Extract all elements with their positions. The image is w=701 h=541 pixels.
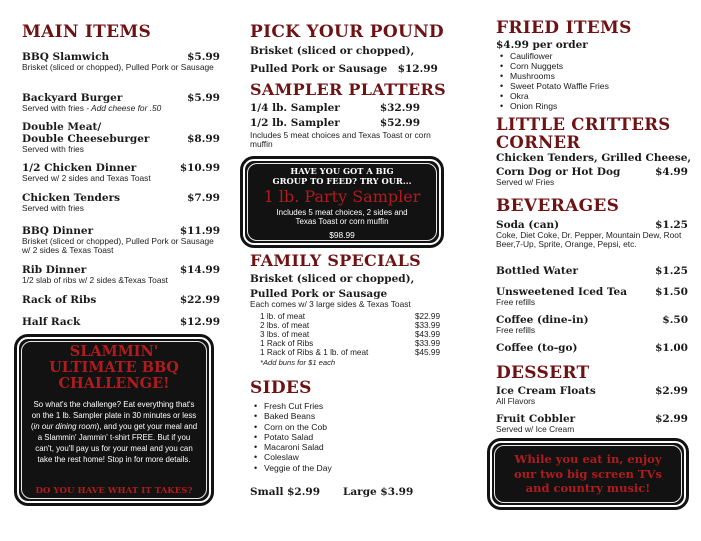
family-specials-line1: Brisket (sliced or chopped),: [250, 273, 415, 285]
challenge-body: [30, 400, 198, 465]
item-price: $10.99: [179, 162, 220, 174]
list-item: • Corn Nuggets: [498, 61, 688, 71]
party-sampler-intro: [242, 166, 442, 186]
menu-item: [496, 413, 688, 434]
item-price: $5.99: [187, 51, 220, 63]
item-name: Rack of Ribs: [22, 294, 97, 306]
item-name: 1/2 lb. Sampler: [250, 117, 340, 129]
family-specials-heading: FAMILY SPECIALS: [250, 251, 421, 270]
family-specials-note: *Add buns for $1 each: [260, 357, 336, 367]
challenge-footer: DO YOU HAVE WHAT IT TAKES?: [35, 486, 193, 496]
party-sampler-title: 1 lb. Party Sampler: [263, 187, 421, 206]
item-name: Ice Cream Floats: [496, 385, 596, 397]
item-price: $1.50: [655, 286, 688, 298]
little-critters-line1: Chicken Tenders, Grilled Cheese,: [496, 152, 692, 164]
menu-item: [22, 162, 220, 183]
item-desc-note: - Add cheese for .50: [83, 103, 162, 113]
fried-items-list: [498, 51, 688, 111]
tv-music-line2: our two big screen TVs: [514, 466, 662, 481]
menu-item: [496, 265, 688, 277]
family-row-label: 1 lb. of meat: [260, 312, 306, 321]
party-sampler-box: [240, 156, 444, 248]
item-name: Half Rack: [22, 316, 81, 328]
beverages-heading: BEVERAGES: [496, 196, 620, 216]
item-desc: Served w/ 2 sides and Texas Toast: [22, 173, 151, 183]
list-item: • Okra: [498, 91, 688, 101]
party-sampler-intro-line2: GROUP TO FEED? TRY OUR...: [272, 176, 412, 186]
item-price: $11.99: [179, 225, 220, 237]
list-item: • Baked Beans: [252, 411, 442, 421]
item-name: 1/2 Chicken Dinner: [22, 162, 137, 174]
party-sampler-intro-line1: HAVE YOU GOT A BIG: [290, 166, 394, 176]
item-price: $8.99: [187, 133, 220, 145]
menu-item: [496, 342, 688, 354]
list-item: • Mushrooms: [498, 71, 688, 81]
little-critters-heading: [496, 116, 670, 151]
list-item: • Potato Salad: [252, 432, 442, 442]
item-price: $4.99: [655, 166, 688, 178]
item-name-line1: Double Meat/: [22, 121, 102, 133]
family-row-price: $45.99: [414, 347, 440, 357]
sampler-desc: Includes 5 meat choices and Texas Toast or corn muffin: [250, 130, 431, 150]
menu-item: [22, 316, 220, 328]
item-desc: Served w/ Ice Cream: [496, 424, 575, 434]
menu-item: [22, 225, 220, 256]
item-name: BBQ Dinner: [22, 225, 94, 237]
item-price: $.50: [662, 314, 688, 326]
challenge-box: [14, 334, 214, 506]
family-row-price: $33.99: [414, 338, 440, 348]
sides-large-price: Large $3.99: [343, 486, 414, 498]
menu-item: [250, 102, 420, 114]
challenge-title: [16, 344, 212, 392]
item-desc: Served with fries: [22, 103, 84, 113]
little-critters-heading-line2: CORNER: [496, 132, 581, 152]
menu-item: [496, 166, 688, 187]
item-price: $52.99: [379, 117, 420, 129]
item-price: $22.99: [179, 294, 220, 306]
party-sampler-price: $98.99: [329, 230, 355, 240]
item-price: $14.99: [179, 264, 220, 276]
fried-items-price: $4.99 per order: [496, 39, 588, 51]
sides-heading: SIDES: [250, 378, 312, 398]
menu-item: [22, 294, 220, 306]
menu-item: [496, 286, 688, 307]
list-item: • Veggie of the Day: [252, 463, 442, 473]
item-name: Coffee (to-go): [496, 342, 578, 354]
tv-music-line3: and country music!: [525, 481, 651, 495]
list-item: • Sweet Potato Waffle Fries: [498, 81, 688, 91]
family-row-label: 3 lbs. of meat: [260, 329, 310, 339]
main-items-heading: MAIN ITEMS: [22, 22, 152, 42]
challenge-title-line3: CHALLENGE!: [58, 375, 170, 392]
item-price: $2.99: [655, 413, 688, 425]
item-desc: 1/2 slab of ribs w/ 2 sides &Texas Toast: [22, 275, 169, 285]
family-row-price: $33.99: [414, 320, 440, 330]
item-desc: Brisket (sliced or chopped), Pulled Pork or Sausage w/ 2 sides & Texas Toast: [22, 236, 214, 256]
item-desc: Brisket (sliced or chopped), Pulled Pork or Sausage: [22, 62, 214, 72]
family-row: [260, 349, 440, 358]
item-name: Rib Dinner: [22, 264, 87, 276]
item-desc: Served with fries: [22, 144, 84, 154]
item-name: Soda (can): [496, 219, 560, 231]
tv-music-text: [489, 452, 687, 496]
item-price: $32.99: [379, 102, 420, 114]
item-name: Double Cheeseburger: [22, 133, 150, 145]
item-desc: Coke, Diet Coke, Dr. Pepper, Mountain Dew, Root Beer,7-Up, Sprite, Orange, Pepsi, etc.: [496, 230, 682, 250]
challenge-body-text: So what's the challenge? Eat everything that's on the 1 lb. Sampler plate in 30 minutes or less (: [30, 400, 197, 431]
pick-your-pound-price: $12.99: [397, 63, 438, 75]
menu-item: [22, 92, 220, 113]
item-price: $12.99: [179, 316, 220, 328]
family-row-label: 1 Rack of Ribs: [260, 338, 314, 348]
item-name: Backyard Burger: [22, 92, 123, 104]
tv-music-line1: While you eat in, enjoy: [514, 452, 662, 466]
challenge-body-italic: in our dining room: [33, 421, 97, 431]
family-specials-desc: Each comes w/ 3 large sides & Texas Toast: [250, 299, 411, 309]
pick-your-pound-meats: Pulled Pork or Sausage: [250, 63, 388, 75]
list-item: • Cauliflower: [498, 51, 688, 61]
party-sampler-desc: Includes 5 meat choices, 2 sides and Texas Toast or corn muffin: [276, 208, 408, 227]
tv-music-box: [487, 438, 689, 510]
item-name: Fruit Cobbler: [496, 413, 576, 425]
pick-your-pound-heading: PICK YOUR POUND: [250, 22, 444, 42]
challenge-body-text-2: ), and you get your meal and a Slammin' Jammin' t-shirt FREE. But if you can't, you'll pay us for your meal and you can take the rest home! Stop in for more details.: [35, 421, 198, 464]
family-row-label: 1 Rack of Ribs & 1 lb. of meat: [260, 347, 369, 357]
sampler-platters-heading: SAMPLER PLATTERS: [250, 80, 446, 99]
menu-item: [496, 314, 688, 335]
item-desc: Free refills: [496, 325, 536, 335]
family-row-label: 2 lbs. of meat: [260, 320, 310, 330]
menu-item: [250, 117, 420, 129]
menu-item: [496, 219, 688, 250]
challenge-title-line2: ULTIMATE BBQ: [49, 359, 179, 376]
item-price: $1.25: [655, 219, 688, 231]
list-item: • Macaroni Salad: [252, 442, 442, 452]
item-name: Corn Dog or Hot Dog: [496, 166, 621, 178]
item-price: $5.99: [187, 92, 220, 104]
item-name: BBQ Slamwich: [22, 51, 110, 63]
family-row-price: $22.99: [414, 312, 440, 321]
item-price: $1.25: [655, 265, 688, 277]
item-name: 1/4 lb. Sampler: [250, 102, 340, 114]
menu-item: [22, 121, 220, 154]
list-item: • Corn on the Cob: [252, 422, 442, 432]
little-critters-heading-line1: LITTLE CRITTERS: [496, 115, 671, 134]
sides-small-price: Small $2.99: [250, 486, 321, 498]
item-name: Unsweetened Iced Tea: [496, 286, 628, 298]
item-desc: Served w/ Fries: [496, 177, 555, 187]
pick-your-pound-line2: [250, 59, 438, 77]
dessert-heading: DESSERT: [496, 363, 590, 383]
menu-item: [22, 51, 220, 72]
menu-item: [22, 264, 220, 285]
list-item: • Coleslaw: [252, 452, 442, 462]
list-item: • Onion Rings: [498, 101, 688, 111]
item-desc: All Flavors: [496, 396, 536, 406]
menu-item: [22, 192, 220, 213]
list-item: • Fresh Cut Fries: [252, 401, 442, 411]
item-desc: Free refills: [496, 297, 536, 307]
item-name: Coffee (dine-in): [496, 314, 589, 326]
fried-items-heading: FRIED ITEMS: [496, 18, 632, 38]
menu-item: [496, 385, 688, 406]
family-row-price: $43.99: [414, 329, 440, 339]
family-specials-line2: Pulled Pork or Sausage: [250, 288, 388, 300]
item-price: $7.99: [187, 192, 220, 204]
item-name: Bottled Water: [496, 265, 578, 277]
family-specials-table: [260, 313, 440, 367]
item-name: Chicken Tenders: [22, 192, 121, 204]
pick-your-pound-line1: Brisket (sliced or chopped),: [250, 45, 415, 57]
item-desc: Served with fries: [22, 203, 84, 213]
challenge-title-line1: SLAMMIN': [69, 343, 159, 360]
item-price: $2.99: [655, 385, 688, 397]
sides-list: [252, 401, 442, 473]
item-price: $1.00: [655, 342, 688, 354]
